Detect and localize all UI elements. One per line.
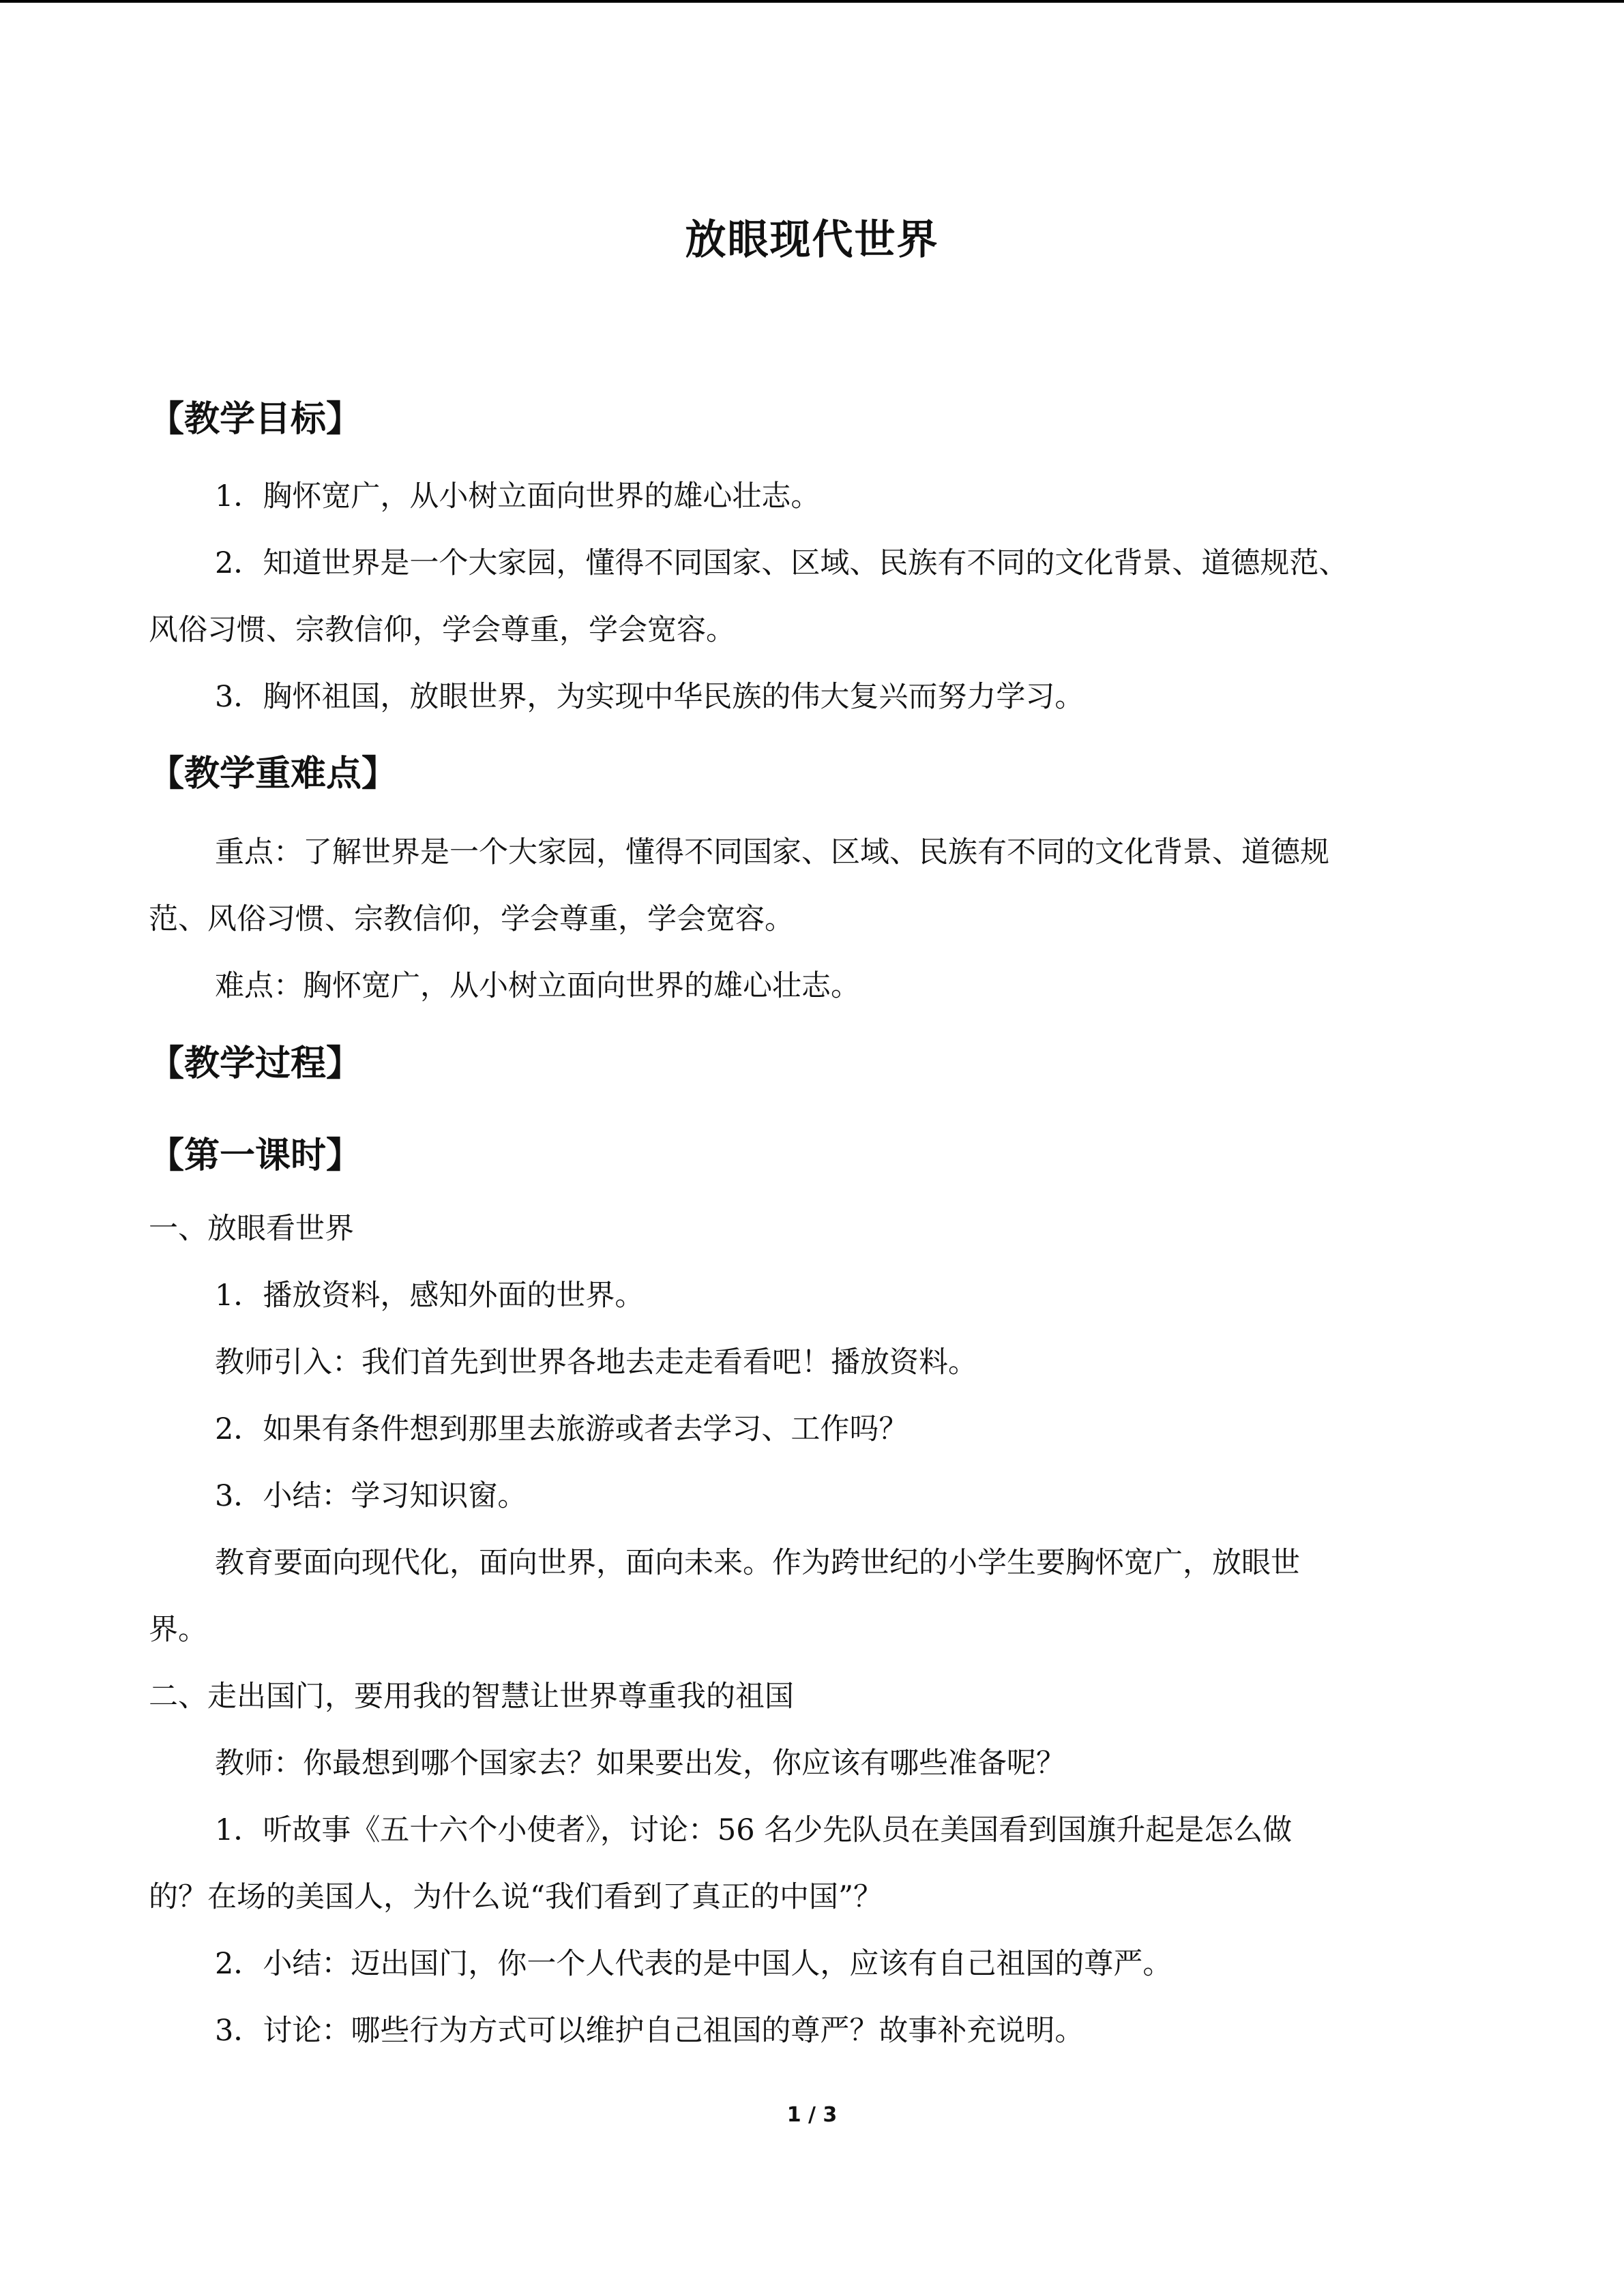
page-title: 放眼现代世界: [685, 216, 939, 264]
part-1-title: 一、放眼看世界: [149, 1212, 354, 1246]
lesson-step-3: 3．小结：学习知识窗。: [215, 1479, 527, 1513]
summary-line-2: 界。: [149, 1613, 207, 1647]
discussion-behaviors: 3．讨论：哪些行为方式可以维护自己祖国的尊严？故事补充说明。: [215, 2014, 1084, 2048]
objective-item-2-line-1: 2．知道世界是一个大家园，懂得不同国家、区域、民族有不同的文化背景、道德规范、: [215, 546, 1348, 580]
summary-line-1: 教育要面向现代化，面向世界，面向未来。作为跨世纪的小学生要胸怀宽广，放眼世: [215, 1546, 1300, 1580]
lesson-step-2: 2．如果有条件想到那里去旅游或者去学习、工作吗？: [215, 1412, 909, 1446]
story-discussion-line-2: 的？在场的美国人，为什么说“我们看到了真正的中国”？: [149, 1880, 883, 1914]
part-2-title: 二、走出国门，要用我的智慧让世界尊重我的祖国: [149, 1680, 794, 1714]
teacher-intro: 教师引入：我们首先到世界各地去走走看看吧！播放资料。: [215, 1345, 977, 1380]
key-point-line-1: 重点：了解世界是一个大家园，懂得不同国家、区域、民族有不同的文化背景、道德规: [215, 835, 1329, 869]
objective-item-3: 3．胸怀祖国，放眼世界，为实现中华民族的伟大复兴而努力学习。: [215, 680, 1084, 714]
lesson-step-1: 1．播放资料，感知外面的世界。: [215, 1279, 645, 1313]
objective-item-2-line-2: 风俗习惯、宗教信仰，学会尊重，学会宽容。: [149, 613, 735, 647]
teacher-question: 教师：你最想到哪个国家去？如果要出发，你应该有哪些准备呢？: [215, 1746, 1065, 1780]
heading-first-lesson: 【第一课时】: [149, 1135, 362, 1176]
page-number: 1 / 3: [786, 2103, 838, 2127]
difficulty-point: 难点：胸怀宽广，从小树立面向世界的雄心壮志。: [215, 969, 860, 1003]
heading-key-difficult-points: 【教学重难点】: [149, 754, 398, 794]
summary-dignity: 2．小结：迈出国门，你一个人代表的是中国人，应该有自己祖国的尊严。: [215, 1947, 1172, 1981]
heading-teaching-process: 【教学过程】: [149, 1043, 362, 1084]
key-point-line-2: 范、风俗习惯、宗教信仰，学会尊重，学会宽容。: [149, 902, 794, 936]
story-discussion-line-1: 1．听故事《五十六个小使者》，讨论：56 名少先队员在美国看到国旗升起是怎么做: [215, 1813, 1293, 1847]
objective-item-1: 1．胸怀宽广，从小树立面向世界的雄心壮志。: [215, 479, 821, 513]
heading-teaching-objectives: 【教学目标】: [149, 399, 362, 440]
